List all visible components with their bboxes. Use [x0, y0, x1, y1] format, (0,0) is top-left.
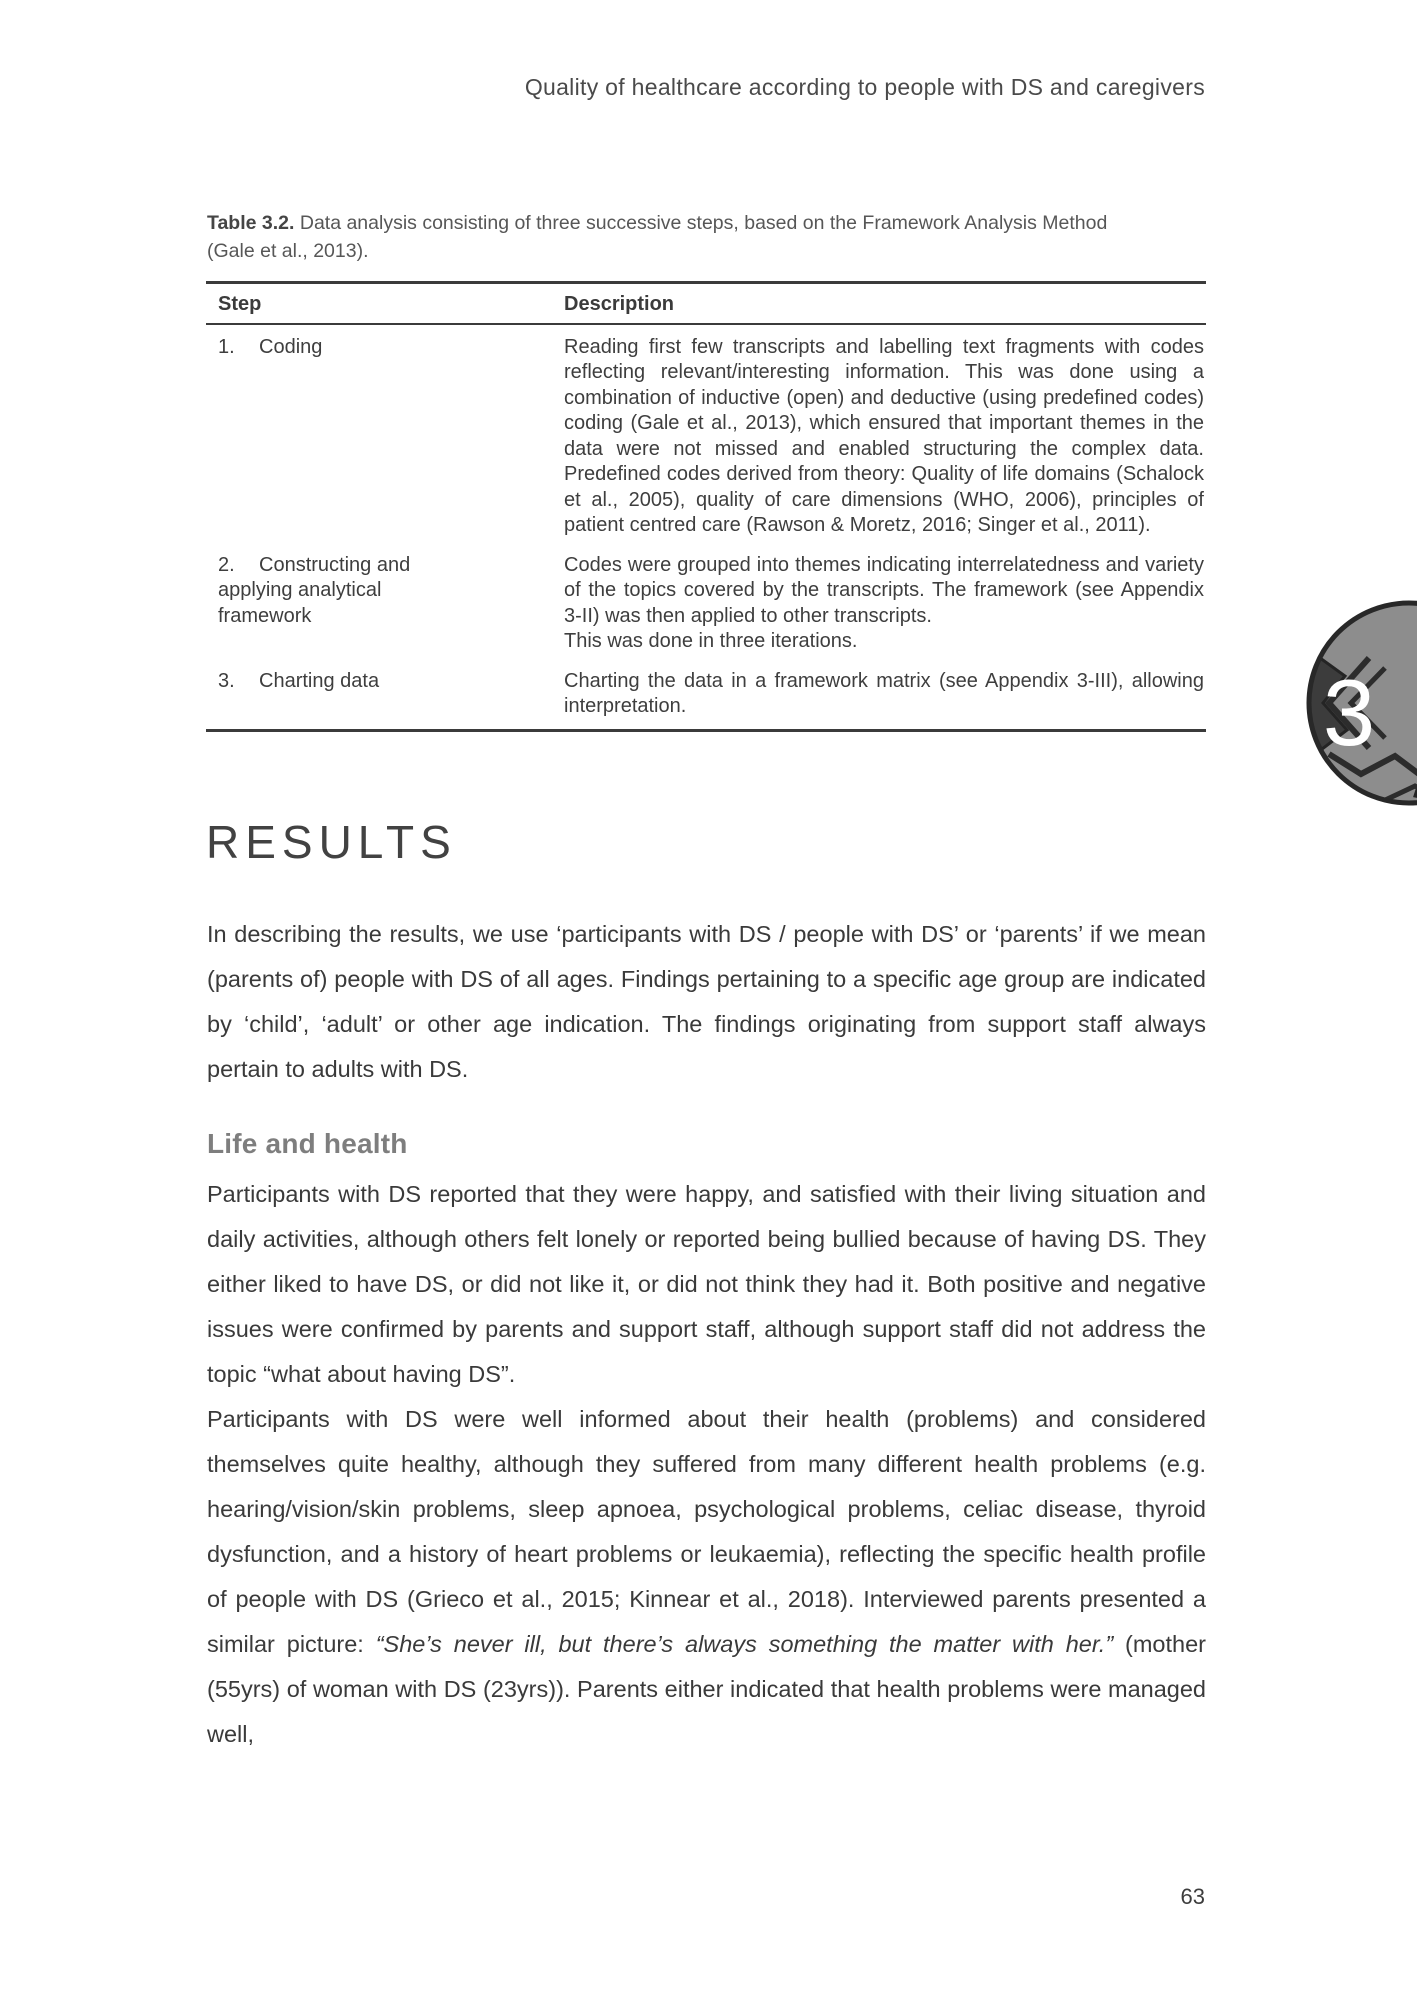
chapter-badge-art: [1303, 598, 1417, 814]
step-label: Coding: [259, 335, 323, 358]
running-head: Quality of healthcare according to people with DS and caregivers: [524, 74, 1205, 100]
table-header-row: [206, 284, 1206, 325]
table-row: [206, 655, 1206, 729]
table-caption-text-line2: (Gale et al., 2013).: [207, 240, 369, 262]
step-number: 3.: [218, 669, 235, 692]
data-analysis-table: [206, 281, 1206, 732]
table-row: [206, 539, 1206, 655]
table-caption-text: Data analysis consisting of three successive steps, based on the Framework Analysis Method: [299, 212, 1108, 234]
description-paragraph: Charting the data in a framework matrix (see Appendix 3-III), allowing interpretation.: [564, 669, 1204, 717]
description-paragraph: This was done in three iterations.: [564, 630, 858, 652]
step-label: Constructing and applying analytical framework: [218, 553, 411, 627]
life-and-health-section: [207, 1172, 1206, 1757]
column-header-description: Description: [564, 293, 675, 315]
description-cell: [564, 553, 1206, 655]
column-header-step: Step: [218, 293, 262, 315]
table-row: [206, 325, 1206, 539]
step-number: 1.: [218, 335, 235, 358]
table-caption: [207, 209, 1207, 265]
results-heading: RESULTS: [206, 816, 457, 868]
life-health-paragraph-2: Participants with DS were well informed about their health (problems) and considered themselves quite healthy, although they suffered from many different health problems (e.g. hearing/vision/skin problems, sleep apnoea, psychological problems, celiac disease, thyroid dysfunction, and a history of heart problems or leukaemia), reflecting the specific health profile of people with DS (Grieco et al., 2015; Kinnear et al., 2018). Interviewed parents presented a similar picture: “She’s never ill, but there’s always something the matter with her.” (mother (55yrs) of woman with DS (23yrs)). Parents either indicated that health problems were managed well,: [207, 1406, 1206, 1747]
step-cell: [206, 669, 564, 720]
chapter-badge: [1303, 598, 1417, 814]
step-cell: [206, 553, 564, 655]
life-health-paragraph-1: Participants with DS reported that they were happy, and satisfied with their living situation and daily activities, although others felt lonely or reported being bullied because of having DS. They either liked to have DS, or did not like it, or did not think they had it. Both positive and negative issues were confirmed by parents and support staff, although support staff did not address the topic “what about having DS”.: [207, 1181, 1206, 1387]
table-caption-label: Table 3.2.: [207, 212, 295, 234]
description-paragraph: Reading first few transcripts and labelling text fragments with codes reflecting relevant/interesting information. This was done using a combination of inductive (open) and deductive (using predefined codes) coding (Gale et al., 2013), which ensured that important themes in the data were not missed and enabled structuring the complex data. Predefined codes derived from theory: Quality of life domains (Schalock et al., 2005), quality of care dimensions (WHO, 2006), principles of patient centred care (Rawson & Moretz, 2016; Singer et al., 2011).: [564, 335, 1204, 536]
step-number: 2.: [218, 553, 235, 576]
results-intro-paragraph: In describing the results, we use ‘participants with DS / people with DS’ or ‘parents’ if we mean (parents of) people with DS of all ages. Findings pertaining to a specific age group are indicated by ‘child’, ‘adult’ or other age indication. The findings originating from support staff always pertain to adults with DS.: [207, 921, 1206, 1082]
step-cell: [206, 335, 564, 539]
description-paragraph: Codes were grouped into themes indicating interrelatedness and variety of the topics covered by the transcripts. The framework (see Appendix 3-II) was then applied to other transcripts.: [564, 553, 1204, 627]
description-cell: [564, 335, 1206, 539]
step-label: Charting data: [259, 669, 380, 692]
page-number: 63: [1180, 1884, 1205, 1909]
chapter-number: 3: [1322, 660, 1376, 765]
description-cell: [564, 669, 1206, 720]
life-and-health-heading: Life and health: [207, 1128, 408, 1159]
